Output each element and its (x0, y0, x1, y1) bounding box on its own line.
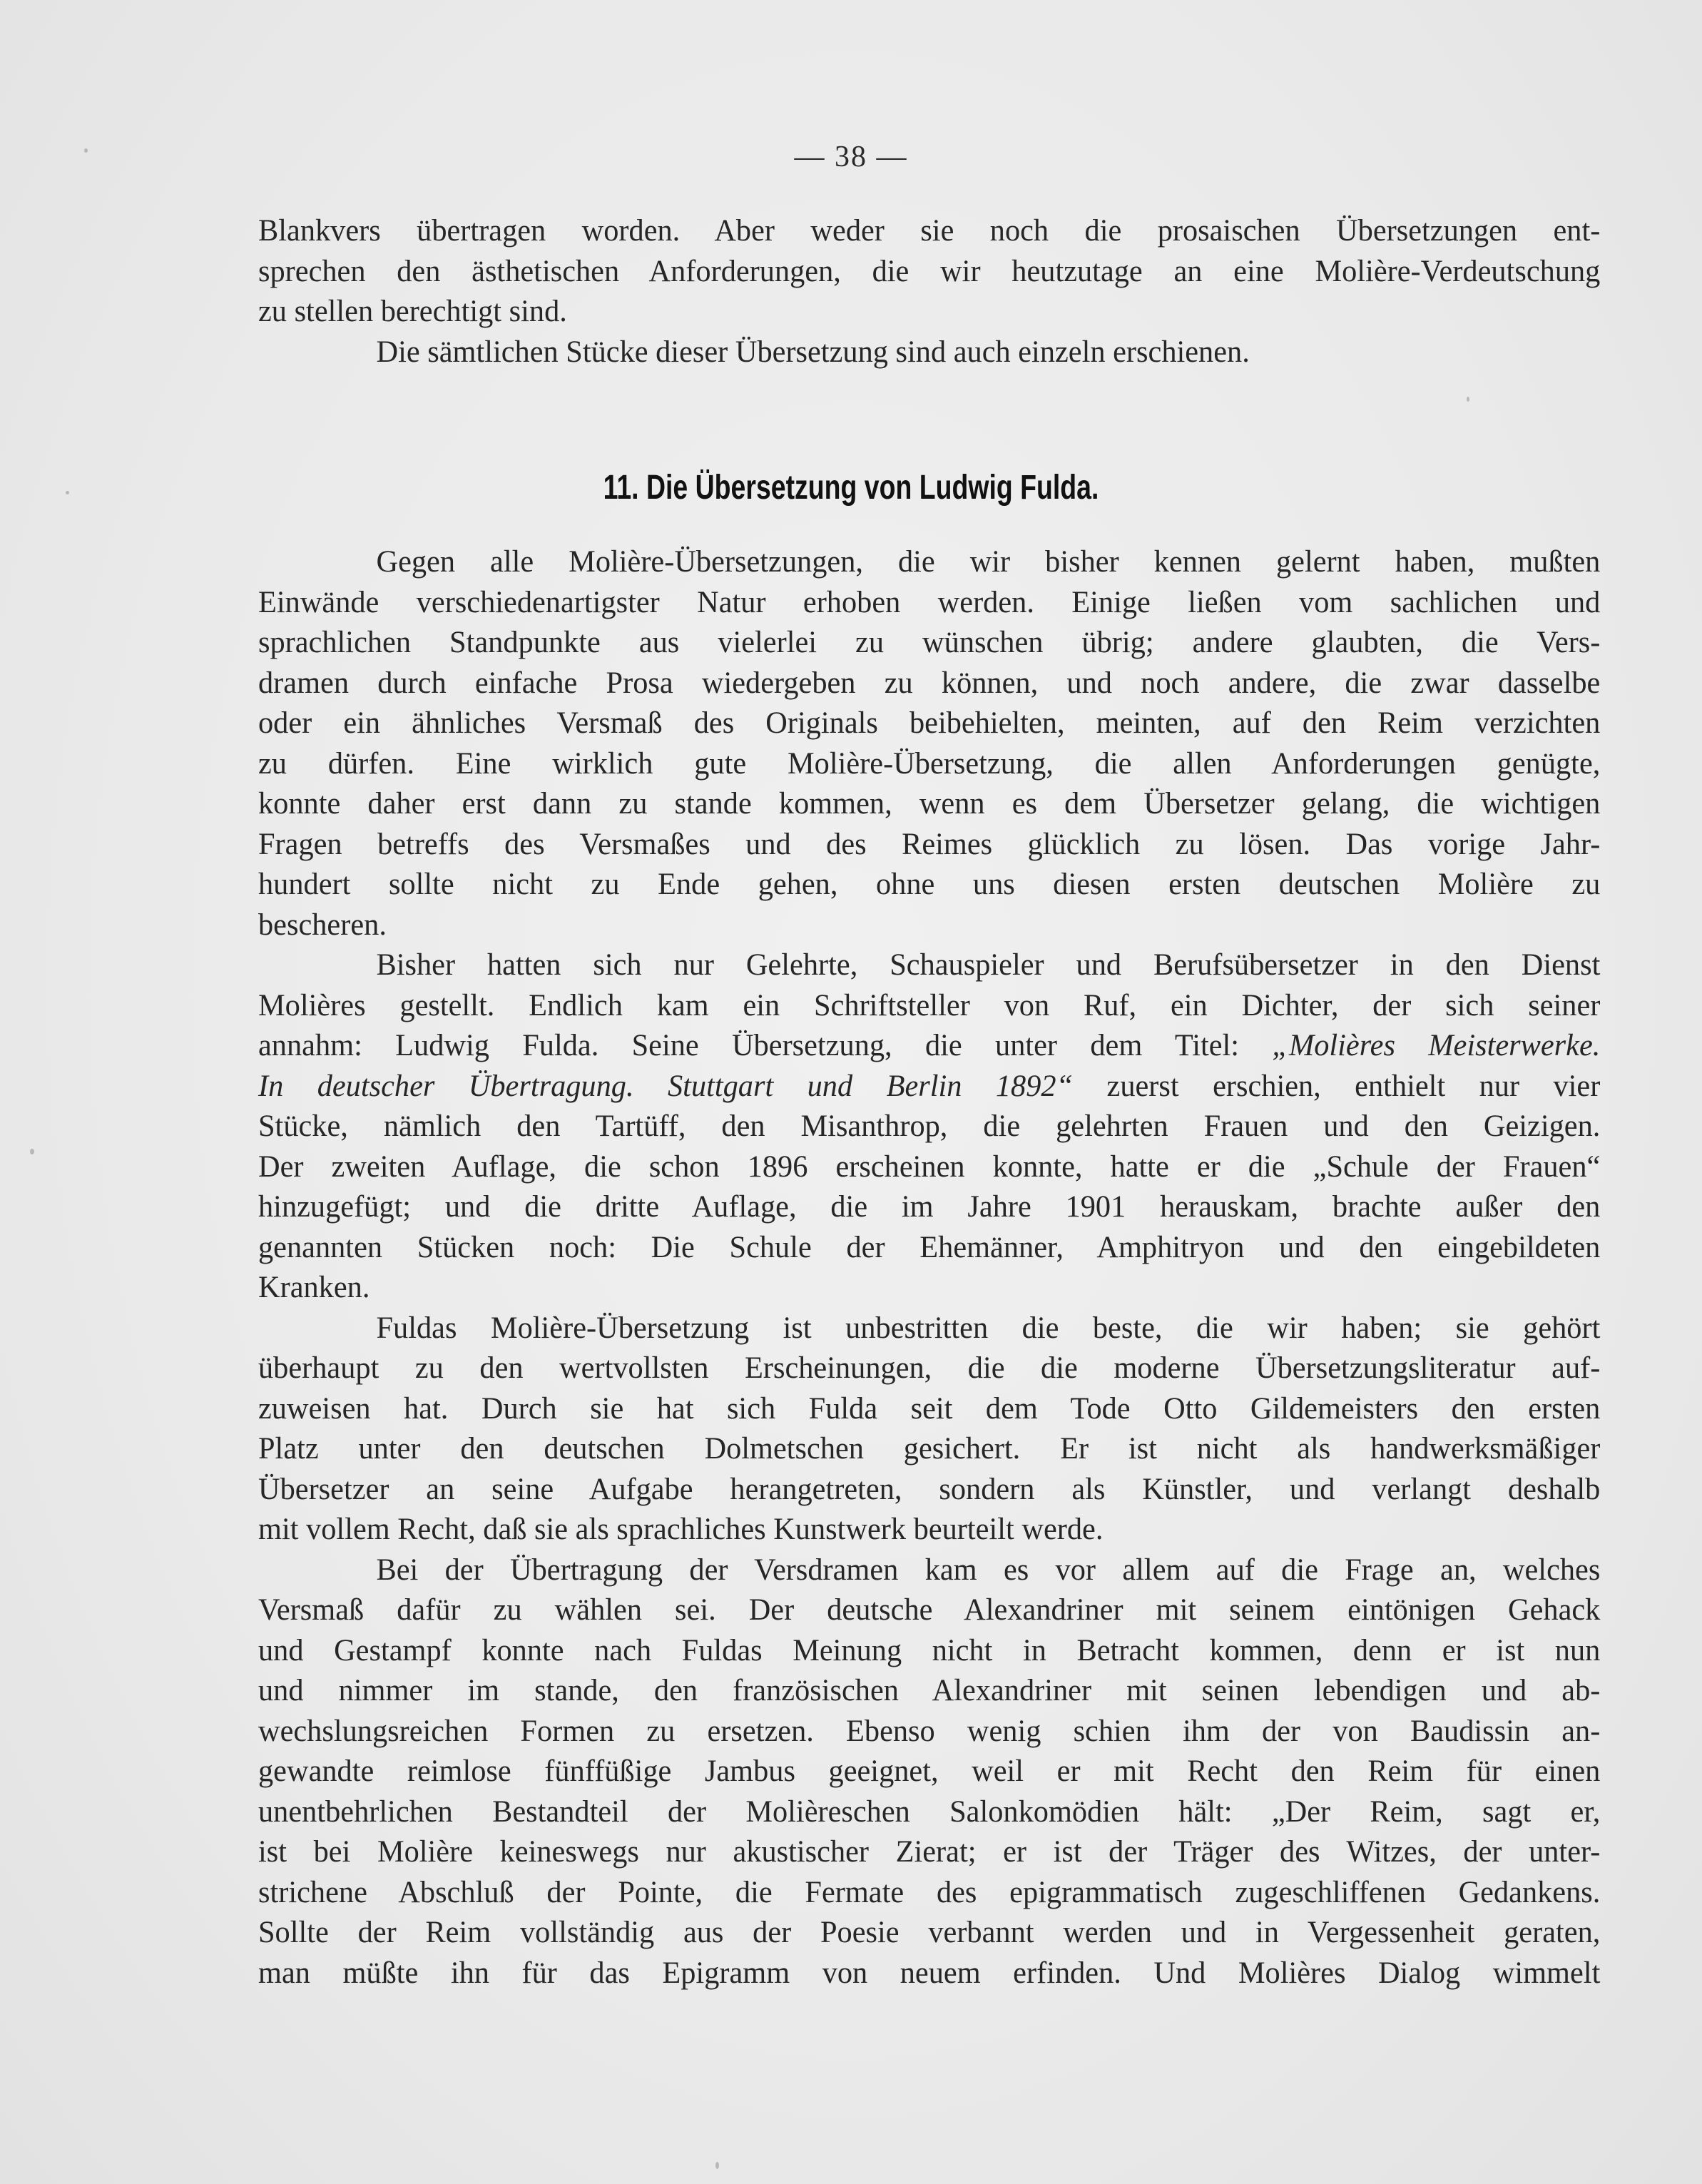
title-line-suffix: zuerst erschien, enthielt nur vier (1073, 1069, 1601, 1103)
title-line-prefix: annahm: Ludwig Fulda. Seine Übersetzung, die unter dem Titel: (258, 1029, 1273, 1062)
scan-speck (1467, 397, 1469, 402)
scan-speck (84, 148, 88, 153)
text-line: Fragen betreffs des Versmaßes und des Reimes glücklich zu lösen. Das vorige Jahr- (258, 827, 1601, 861)
text-line: zuweisen hat. Durch sie hat sich Fulda seit dem Tode Otto Gildemeisters den ersten (258, 1391, 1601, 1426)
paragraph-2 (258, 945, 1600, 1309)
text-line: Übersetzer an seine Aufgabe herangetreten, sondern als Künstler, und verlangt deshalb (258, 1472, 1601, 1506)
scan-speck (66, 491, 69, 494)
text-line: zu stellen berechtigt sind. (258, 295, 567, 328)
paragraph-4 (258, 1550, 1600, 1994)
scan-speck (30, 1149, 34, 1154)
text-line: Gegen alle Molière-Übersetzungen, die wir bisher kennen gelernt haben, mußten (376, 545, 1601, 579)
text-line: Bisher hatten sich nur Gelehrte, Schauspieler und Berufsübersetzer in den Dienst (376, 948, 1601, 982)
paragraph-1 (258, 542, 1600, 945)
text-line: Blankvers übertragen worden. Aber weder sie noch die prosaischen Übersetzungen ent- (258, 214, 1601, 248)
text-line: überhaupt zu den wertvollsten Erscheinungen, die die moderne Übersetzungsliteratur auf- (258, 1351, 1601, 1385)
page-number: — 38 — (794, 141, 908, 173)
text-line: Bei der Übertragung der Versdramen kam es vor allem auf die Frage an, welches (376, 1553, 1601, 1587)
text-line: dramen durch einfache Prosa wiedergeben zu können, und noch andere, die zwar dasselbe (258, 666, 1601, 700)
intro-text (258, 211, 1600, 372)
text-line: sprechen den ästhetischen Anforderungen, die wir heutzutage an eine Molière-Verdeutschung (258, 254, 1601, 288)
text-line: Platz unter den deutschen Dolmetschen gesichert. Er ist nicht als handwerksmäßiger (258, 1432, 1601, 1466)
text-line: Molières gestellt. Endlich kam ein Schriftsteller von Ruf, ein Dichter, der sich seiner (258, 988, 1601, 1022)
text-line: sprachlichen Standpunkte aus vielerlei zu wünschen übrig; andere glaubten, die Vers- (258, 626, 1601, 659)
text-line (258, 1067, 1600, 1107)
text-line: oder ein ähnliches Versmaß des Originals beibehielten, meinten, auf den Reim verzichten (258, 706, 1601, 740)
book-title-italic: „Molières Meisterwerke. (1272, 1029, 1601, 1062)
intro-closing-paragraph (258, 332, 1600, 373)
text-line: zu dürfen. Eine wirklich gute Molière-Übersetzung, die allen Anforderungen genügte, (258, 746, 1601, 781)
intro-paragraph (258, 211, 1600, 332)
text-line: ist bei Molière keineswegs nur akustischer Zierat; er ist der Träger des Witzes, der unter- (258, 1835, 1601, 1869)
section-body (258, 542, 1600, 1993)
text-line: und Gestampf konnte nach Fuldas Meinung nicht in Betracht kommen, denn er ist nun (258, 1633, 1601, 1667)
text-line (258, 1026, 1600, 1067)
text-line: unentbehrlichen Bestandteil der Molièreschen Salonkomödien hält: „Der Reim, sagt er, (258, 1794, 1601, 1829)
text-line: konnte daher erst dann zu stande kommen, wenn es dem Übersetzer gelang, die wichtigen (258, 787, 1601, 821)
text-line: Kranken. (258, 1271, 370, 1304)
text-line: hinzugefügt; und die dritte Auflage, die im Jahre 1901 herauskam, brachte außer den (258, 1190, 1601, 1224)
text-line: Die sämtlichen Stücke dieser Übersetzung sind auch einzeln erschienen. (376, 335, 1250, 369)
scan-speck (715, 2162, 719, 2169)
text-line: gewandte reimlose fünffüßige Jambus geeignet, weil er mit Recht den Reim für einen (258, 1754, 1601, 1788)
text-line: mit vollem Recht, daß sie als sprachliches Kunstwerk beurteilt werde. (258, 1513, 1104, 1546)
text-line: hundert sollte nicht zu Ende gehen, ohne uns diesen ersten deutschen Molière zu (258, 868, 1601, 901)
book-title-italic: In deutscher Übertragung. Stuttgart und Berlin 1892“ (258, 1069, 1074, 1103)
text-line: Einwände verschiedenartigster Natur erhoben werden. Einige ließen vom sachlichen und (258, 585, 1601, 619)
text-line: Sollte der Reim vollständig aus der Poesie verbannt werden und in Vergessenheit geraten, (258, 1916, 1601, 1949)
text-line: Fuldas Molière-Übersetzung ist unbestritten die beste, die wir haben; sie gehört (376, 1311, 1601, 1345)
text-line: man müßte ihn für das Epigramm von neuem erfinden. Und Molières Dialog wimmelt (258, 1956, 1601, 1990)
text-line: Versmaß dafür zu wählen sei. Der deutsche Alexandriner mit seinem eintönigen Gehack (258, 1593, 1601, 1627)
text-line: Der zweiten Auflage, die schon 1896 erscheinen konnte, hatte er die „Schule der Frauen“ (258, 1149, 1601, 1184)
text-line: Stücke, nämlich den Tartüff, den Misanthrop, die gelehrten Frauen und den Geizigen. (258, 1109, 1601, 1143)
text-line: genannten Stücken noch: Die Schule der Ehemänner, Amphitryon und den eingebildeten (258, 1230, 1601, 1264)
text-line: bescheren. (258, 908, 387, 942)
text-line: wechslungsreichen Formen zu ersetzen. Ebenso wenig schien ihm der von Baudissin an- (258, 1714, 1601, 1748)
section-heading: 11. Die Übersetzung von Ludwig Fulda. (603, 469, 1099, 507)
text-line: strichene Abschluß der Pointe, die Fermate des epigrammatisch zugeschliffenen Gedankens. (258, 1875, 1601, 1909)
paragraph-3 (258, 1309, 1600, 1550)
text-line: und nimmer im stande, den französischen Alexandriner mit seinen lebendigen und ab- (258, 1674, 1601, 1707)
